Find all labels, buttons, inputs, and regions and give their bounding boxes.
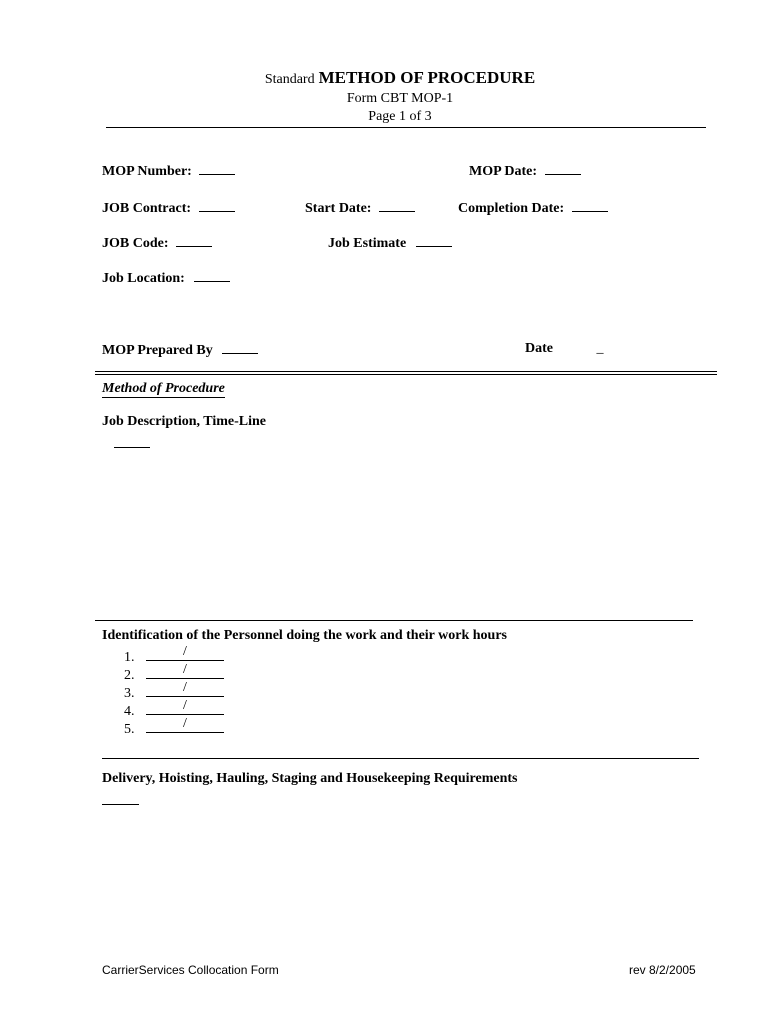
mop-prepared-by-field	[102, 341, 258, 359]
separator: /	[183, 680, 187, 695]
job-contract-field	[102, 199, 235, 217]
list-item-number: 5.	[124, 722, 135, 737]
separator: /	[183, 644, 187, 659]
method-heading: Method of Procedure	[102, 381, 225, 396]
method-heading-wrap	[102, 379, 225, 397]
delivery-divider	[102, 758, 699, 759]
personnel-entry-input[interactable]	[146, 664, 224, 679]
separator: /	[183, 662, 187, 677]
title-main: METHOD OF PROCEDURE	[318, 68, 536, 87]
job-estimate-field	[328, 234, 452, 252]
footer-revision: rev 8/2/2005	[629, 963, 696, 977]
list-item	[124, 700, 224, 720]
title-prefix: Standard	[264, 72, 315, 87]
job-description-input[interactable]	[114, 437, 150, 448]
job-location-input[interactable]	[194, 269, 230, 282]
mop-number-input[interactable]	[199, 162, 235, 175]
personnel-entry-input[interactable]	[146, 682, 224, 697]
job-code-input[interactable]	[176, 234, 212, 247]
personnel-divider	[95, 620, 693, 621]
list-item-number: 2.	[124, 668, 135, 683]
delivery-input[interactable]	[102, 794, 139, 805]
list-item-number: 3.	[124, 686, 135, 701]
mop-prepared-by-label: MOP Prepared By	[102, 343, 213, 358]
mop-date-label: MOP Date:	[469, 164, 538, 179]
job-location-field	[102, 269, 230, 287]
separator: /	[183, 698, 187, 713]
list-item	[124, 682, 224, 702]
job-contract-input[interactable]	[199, 199, 235, 212]
date-field	[525, 341, 604, 357]
delivery-heading: Delivery, Hoisting, Hauling, Staging and Housekeeping Requirements	[102, 771, 518, 786]
list-item	[124, 646, 224, 666]
job-code-field	[102, 234, 212, 252]
header-divider	[106, 127, 706, 128]
mop-number-label: MOP Number:	[102, 164, 192, 179]
mop-number-field	[102, 162, 235, 180]
start-date-label: Start Date:	[305, 201, 372, 216]
date-input[interactable]: _	[596, 341, 604, 356]
job-estimate-input[interactable]	[416, 234, 452, 247]
list-item-number: 4.	[124, 704, 135, 719]
completion-date-label: Completion Date:	[458, 201, 565, 216]
mop-date-input[interactable]	[545, 162, 581, 175]
job-description-label: Job Description, Time-Line	[102, 414, 266, 429]
mop-prepared-by-input[interactable]	[222, 341, 258, 354]
job-contract-label: JOB Contract:	[102, 201, 192, 216]
start-date-input[interactable]	[379, 199, 415, 212]
page-number: Page 1 of 3	[368, 109, 432, 124]
list-item	[124, 664, 224, 684]
job-location-label: Job Location:	[102, 271, 185, 286]
personnel-entry-input[interactable]	[146, 718, 224, 733]
form-id: Form CBT MOP-1	[346, 91, 454, 106]
personnel-entry-input[interactable]	[146, 700, 224, 715]
list-item-number: 1.	[124, 650, 135, 665]
mop-date-field	[469, 162, 581, 180]
footer-form-name: CarrierServices Collocation Form	[102, 963, 279, 977]
date-label: Date	[525, 341, 553, 356]
completion-date-field	[458, 199, 608, 217]
personnel-entry-input[interactable]	[146, 646, 224, 661]
completion-date-input[interactable]	[572, 199, 608, 212]
personnel-heading: Identification of the Personnel doing the work and their work hours	[102, 628, 507, 643]
section-double-divider	[95, 371, 717, 375]
separator: /	[183, 716, 187, 731]
job-estimate-label: Job Estimate	[328, 236, 407, 251]
job-code-label: JOB Code:	[102, 236, 169, 251]
list-item	[124, 718, 224, 738]
start-date-field	[305, 199, 415, 217]
page-title	[0, 68, 768, 88]
